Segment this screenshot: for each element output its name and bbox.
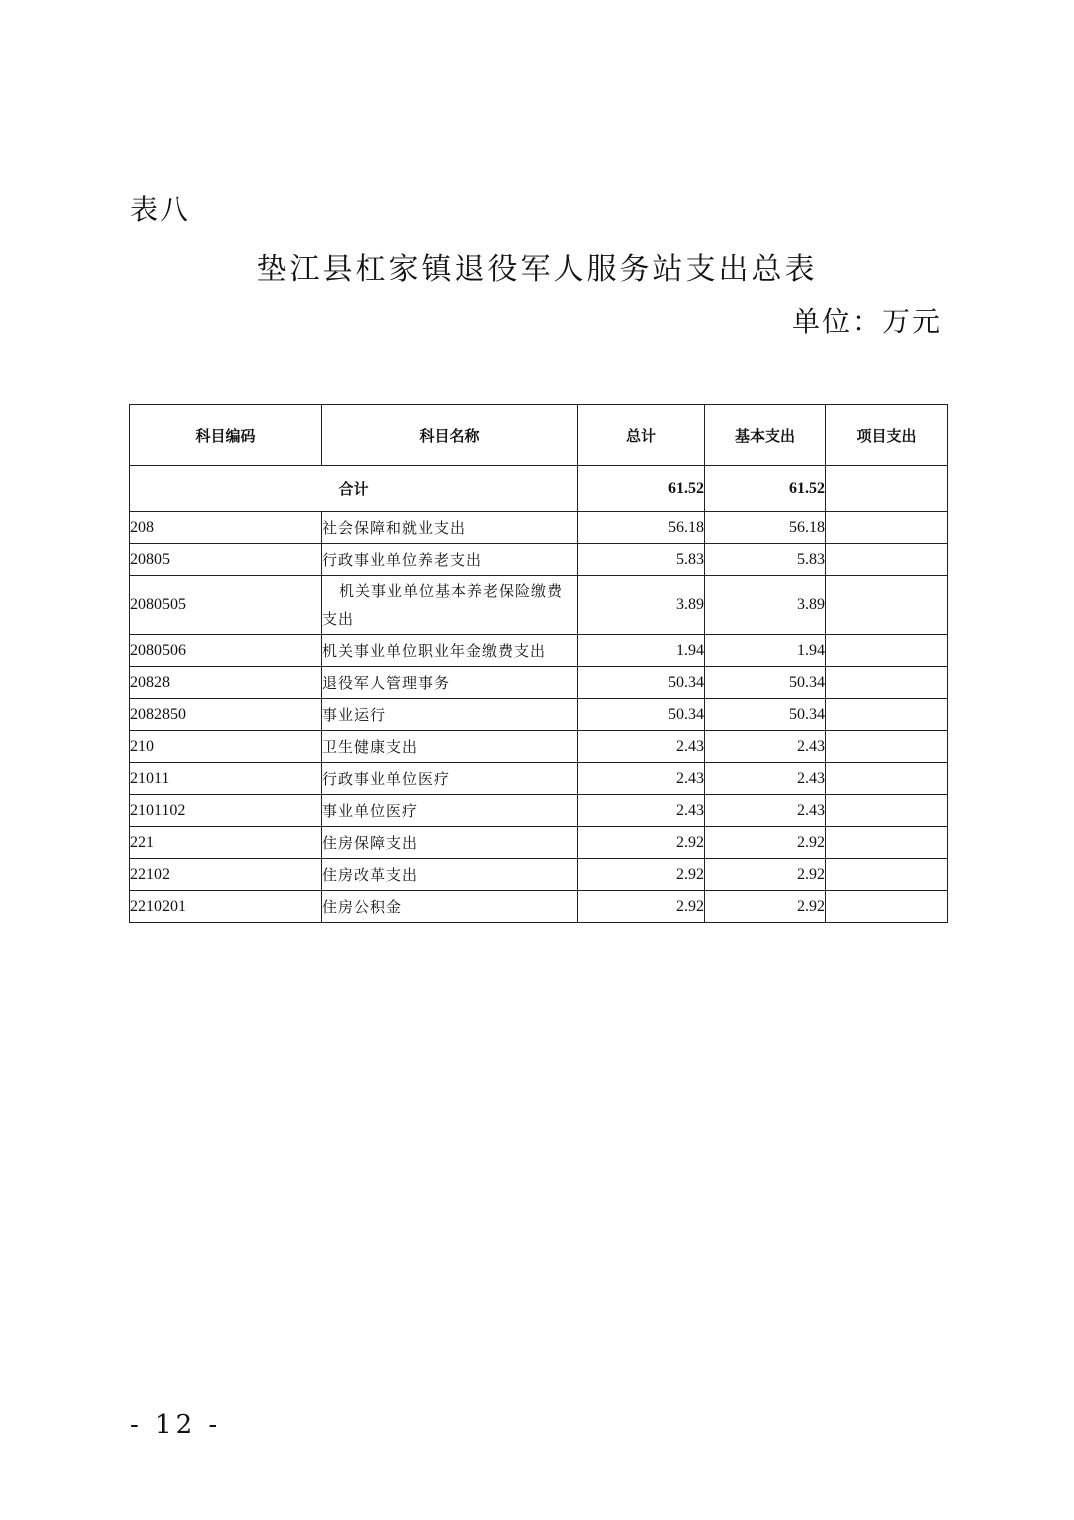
row-name: 行政事业单位医疗 xyxy=(322,763,578,795)
row-project xyxy=(826,731,948,763)
row-basic: 2.43 xyxy=(705,763,826,795)
table-row xyxy=(130,731,948,763)
page-number: - 12 - xyxy=(130,1410,222,1440)
table-label: 表八 xyxy=(130,193,191,226)
row-basic: 2.92 xyxy=(705,827,826,859)
table-row xyxy=(130,891,948,923)
row-total: 56.18 xyxy=(578,512,705,544)
row-project xyxy=(826,544,948,576)
row-code: 2080505 xyxy=(130,576,322,635)
row-name: 卫生健康支出 xyxy=(322,731,578,763)
row-name: 机关事业单位职业年金缴费支出 xyxy=(322,635,578,667)
table-row xyxy=(130,576,948,635)
total-project xyxy=(826,466,948,512)
row-project xyxy=(826,699,948,731)
row-total: 50.34 xyxy=(578,667,705,699)
table-row xyxy=(130,795,948,827)
row-basic: 3.89 xyxy=(705,576,826,635)
row-name: 社会保障和就业支出 xyxy=(322,512,578,544)
row-basic: 50.34 xyxy=(705,699,826,731)
row-code: 2210201 xyxy=(130,891,322,923)
header-name: 科目名称 xyxy=(322,405,578,466)
header-code: 科目编码 xyxy=(130,405,322,466)
table-row xyxy=(130,699,948,731)
row-name: 住房公积金 xyxy=(322,891,578,923)
row-basic: 50.34 xyxy=(705,667,826,699)
header-project: 项目支出 xyxy=(826,405,948,466)
table-row xyxy=(130,763,948,795)
row-total: 5.83 xyxy=(578,544,705,576)
row-total: 1.94 xyxy=(578,635,705,667)
unit-label: 单位：万元 xyxy=(791,305,942,338)
row-code: 2082850 xyxy=(130,699,322,731)
row-project xyxy=(826,635,948,667)
table-row xyxy=(130,827,948,859)
row-basic: 2.43 xyxy=(705,795,826,827)
table-row xyxy=(130,512,948,544)
row-total: 3.89 xyxy=(578,576,705,635)
row-name: 行政事业单位养老支出 xyxy=(322,544,578,576)
row-project xyxy=(826,827,948,859)
table-row xyxy=(130,635,948,667)
table-row xyxy=(130,859,948,891)
row-total: 2.43 xyxy=(578,763,705,795)
row-basic: 5.83 xyxy=(705,544,826,576)
row-project xyxy=(826,795,948,827)
row-total: 2.92 xyxy=(578,827,705,859)
row-code: 20828 xyxy=(130,667,322,699)
row-code: 221 xyxy=(130,827,322,859)
row-total: 2.43 xyxy=(578,731,705,763)
row-basic: 2.43 xyxy=(705,731,826,763)
table-header-row xyxy=(130,405,948,466)
row-project xyxy=(826,859,948,891)
row-name: 机关事业单位基本养老保险缴费支出 xyxy=(322,576,578,635)
row-project xyxy=(826,763,948,795)
row-code: 208 xyxy=(130,512,322,544)
row-code: 20805 xyxy=(130,544,322,576)
row-name: 事业运行 xyxy=(322,699,578,731)
row-project xyxy=(826,512,948,544)
row-basic: 1.94 xyxy=(705,635,826,667)
total-basic: 61.52 xyxy=(705,466,826,512)
row-code: 210 xyxy=(130,731,322,763)
row-name: 住房保障支出 xyxy=(322,827,578,859)
row-name: 退役军人管理事务 xyxy=(322,667,578,699)
row-project xyxy=(826,667,948,699)
table-row xyxy=(130,544,948,576)
table-row xyxy=(130,667,948,699)
row-name: 住房改革支出 xyxy=(322,859,578,891)
row-basic: 2.92 xyxy=(705,859,826,891)
header-total: 总计 xyxy=(578,405,705,466)
page-title: 垫江县杠家镇退役军人服务站支出总表 xyxy=(256,252,818,287)
row-basic: 56.18 xyxy=(705,512,826,544)
row-total: 2.43 xyxy=(578,795,705,827)
row-total: 2.92 xyxy=(578,891,705,923)
row-code: 2080506 xyxy=(130,635,322,667)
row-code: 21011 xyxy=(130,763,322,795)
total-label: 合计 xyxy=(130,466,578,512)
row-total: 50.34 xyxy=(578,699,705,731)
header-basic: 基本支出 xyxy=(705,405,826,466)
row-total: 2.92 xyxy=(578,859,705,891)
row-project xyxy=(826,891,948,923)
row-name: 事业单位医疗 xyxy=(322,795,578,827)
row-basic: 2.92 xyxy=(705,891,826,923)
total-total: 61.52 xyxy=(578,466,705,512)
total-row xyxy=(130,466,948,512)
expense-summary-table xyxy=(129,404,948,923)
row-project xyxy=(826,576,948,635)
row-code: 22102 xyxy=(130,859,322,891)
row-code: 2101102 xyxy=(130,795,322,827)
